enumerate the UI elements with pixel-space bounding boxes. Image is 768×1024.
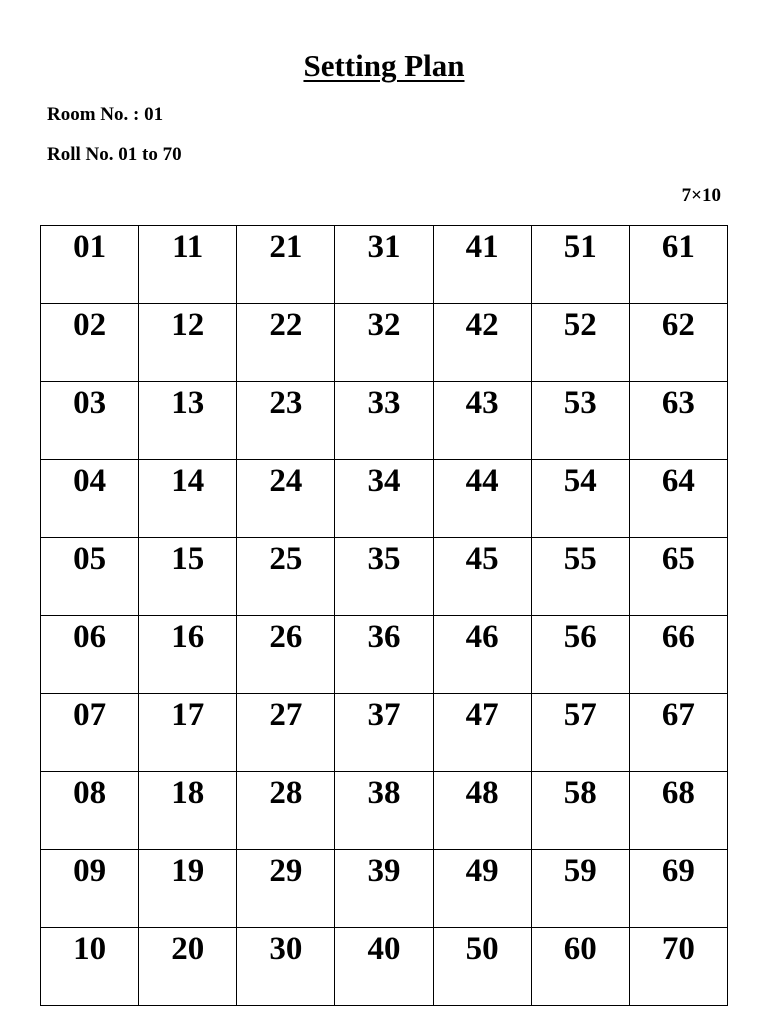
seating-grid-body xyxy=(41,226,728,1006)
grid-dimensions-label: 7×10 xyxy=(681,185,721,206)
seat-cell: 01 xyxy=(41,226,139,304)
seat-cell: 25 xyxy=(237,538,335,616)
seat-cell: 29 xyxy=(237,850,335,928)
seat-row xyxy=(41,304,728,382)
seat-cell: 08 xyxy=(41,772,139,850)
seat-cell: 44 xyxy=(433,460,531,538)
seat-cell: 46 xyxy=(433,616,531,694)
seat-cell: 50 xyxy=(433,928,531,1006)
seat-cell: 09 xyxy=(41,850,139,928)
seat-cell: 41 xyxy=(433,226,531,304)
seat-cell: 63 xyxy=(629,382,727,460)
seat-cell: 68 xyxy=(629,772,727,850)
seat-cell: 58 xyxy=(531,772,629,850)
seat-cell: 42 xyxy=(433,304,531,382)
seat-cell: 51 xyxy=(531,226,629,304)
seat-cell: 38 xyxy=(335,772,433,850)
seat-cell: 56 xyxy=(531,616,629,694)
seat-cell: 30 xyxy=(237,928,335,1006)
seat-cell: 57 xyxy=(531,694,629,772)
seat-cell: 28 xyxy=(237,772,335,850)
seat-row xyxy=(41,928,728,1006)
seat-cell: 64 xyxy=(629,460,727,538)
seat-cell: 69 xyxy=(629,850,727,928)
seat-row xyxy=(41,226,728,304)
seat-cell: 67 xyxy=(629,694,727,772)
seat-cell: 04 xyxy=(41,460,139,538)
seat-cell: 55 xyxy=(531,538,629,616)
seat-cell: 05 xyxy=(41,538,139,616)
seat-cell: 15 xyxy=(139,538,237,616)
seat-cell: 39 xyxy=(335,850,433,928)
seat-cell: 14 xyxy=(139,460,237,538)
seat-cell: 66 xyxy=(629,616,727,694)
seat-cell: 49 xyxy=(433,850,531,928)
seat-cell: 23 xyxy=(237,382,335,460)
seat-cell: 19 xyxy=(139,850,237,928)
seat-row xyxy=(41,850,728,928)
seating-grid xyxy=(40,225,728,1006)
seat-row xyxy=(41,616,728,694)
seat-cell: 17 xyxy=(139,694,237,772)
seat-cell: 06 xyxy=(41,616,139,694)
seat-cell: 21 xyxy=(237,226,335,304)
seat-cell: 60 xyxy=(531,928,629,1006)
seat-cell: 36 xyxy=(335,616,433,694)
seat-cell: 03 xyxy=(41,382,139,460)
room-number: Room No. : 01 xyxy=(47,104,164,125)
seat-cell: 45 xyxy=(433,538,531,616)
seat-cell: 11 xyxy=(139,226,237,304)
seat-cell: 13 xyxy=(139,382,237,460)
seat-cell: 61 xyxy=(629,226,727,304)
seat-cell: 48 xyxy=(433,772,531,850)
seat-cell: 35 xyxy=(335,538,433,616)
seat-cell: 52 xyxy=(531,304,629,382)
seat-cell: 02 xyxy=(41,304,139,382)
seat-row xyxy=(41,694,728,772)
page-title xyxy=(0,46,768,86)
seat-cell: 65 xyxy=(629,538,727,616)
seat-cell: 10 xyxy=(41,928,139,1006)
seat-cell: 47 xyxy=(433,694,531,772)
seat-cell: 31 xyxy=(335,226,433,304)
seat-cell: 16 xyxy=(139,616,237,694)
seat-cell: 33 xyxy=(335,382,433,460)
seat-cell: 54 xyxy=(531,460,629,538)
seat-row xyxy=(41,772,728,850)
seat-cell: 53 xyxy=(531,382,629,460)
seat-cell: 26 xyxy=(237,616,335,694)
seat-row xyxy=(41,538,728,616)
seat-cell: 18 xyxy=(139,772,237,850)
seat-cell: 22 xyxy=(237,304,335,382)
seat-cell: 34 xyxy=(335,460,433,538)
seat-cell: 40 xyxy=(335,928,433,1006)
seat-cell: 32 xyxy=(335,304,433,382)
seat-cell: 27 xyxy=(237,694,335,772)
seat-cell: 20 xyxy=(139,928,237,1006)
seat-cell: 70 xyxy=(629,928,727,1006)
seat-cell: 07 xyxy=(41,694,139,772)
page-title-text: Setting Plan xyxy=(303,48,465,83)
seat-cell: 37 xyxy=(335,694,433,772)
seat-row xyxy=(41,382,728,460)
seat-row xyxy=(41,460,728,538)
roll-range: Roll No. 01 to 70 xyxy=(47,144,182,165)
seat-cell: 24 xyxy=(237,460,335,538)
seat-cell: 12 xyxy=(139,304,237,382)
seat-cell: 59 xyxy=(531,850,629,928)
seat-cell: 43 xyxy=(433,382,531,460)
seat-cell: 62 xyxy=(629,304,727,382)
